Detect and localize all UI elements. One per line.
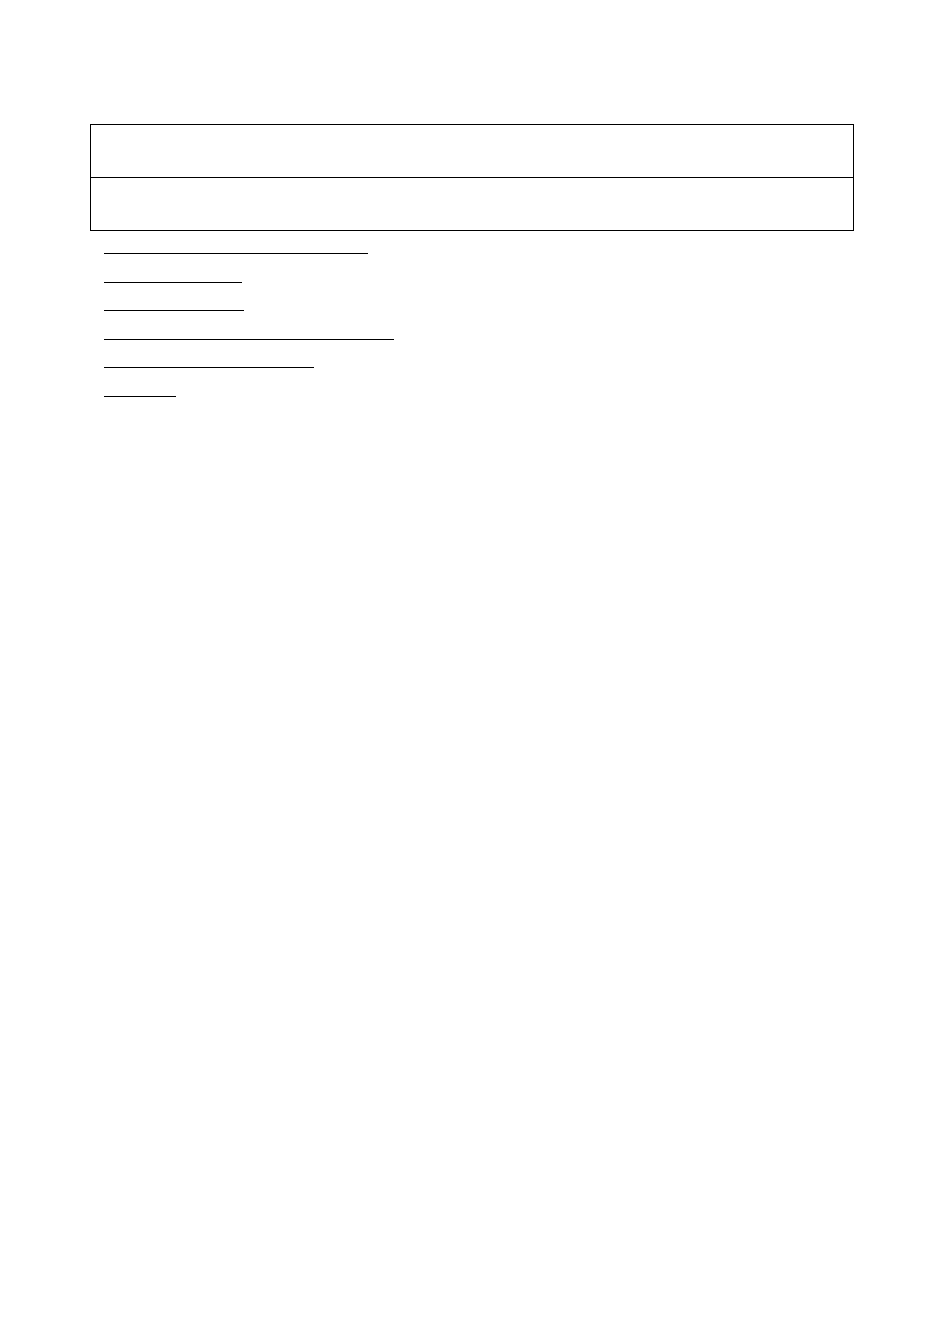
q21-blank-2[interactable] [170,233,258,254]
number-row-label [91,125,854,178]
answer-row-label [91,178,854,231]
question-22-line-5 [104,345,852,374]
answer-table [90,124,854,231]
q22-blank-1[interactable] [104,262,242,283]
question-22-line-3 [104,288,852,317]
q21-blank-1[interactable] [104,233,170,254]
answer-table-answer-row [91,178,854,231]
q22-blank-3[interactable] [104,319,244,340]
question-22-line-4 [104,317,852,346]
document-body [104,124,852,402]
q22-blank-4[interactable] [244,319,394,340]
question-21-line-1 [104,231,852,260]
q22-blank-2[interactable] [104,290,244,311]
answer-table-number-row [91,125,854,178]
q23-blank-1[interactable] [104,376,176,397]
question-22-line-2 [104,260,852,289]
q22-blank-5[interactable] [104,347,314,368]
question-23-line-1 [104,374,852,403]
q21-blank-3[interactable] [258,233,368,254]
